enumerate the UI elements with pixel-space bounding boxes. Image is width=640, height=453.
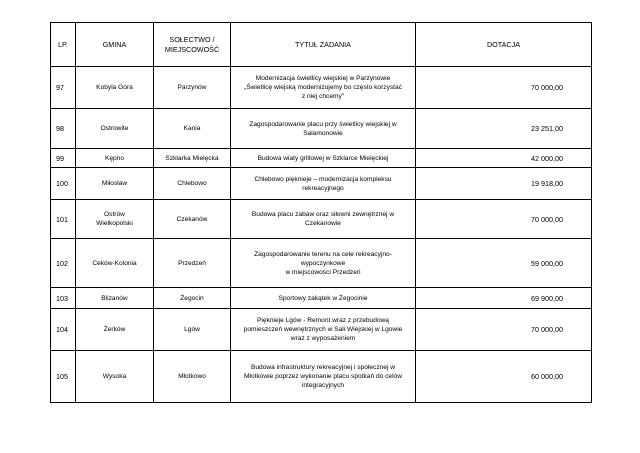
cell-solectwo: Przedzeń	[154, 239, 231, 288]
cell-tytul	[231, 200, 416, 239]
tytul-line: Modernizacja świetlicy wiejskiej w Parzynowie	[255, 75, 391, 82]
cell-solectwo: Kania	[154, 109, 231, 149]
cell-gmina: Żerków	[76, 309, 154, 351]
cell-lp: 102	[51, 239, 76, 288]
tytul-line: wypoczynkowe	[300, 259, 346, 267]
cell-solectwo: Szklarka Mielęcka	[154, 149, 231, 168]
cell-tytul	[231, 149, 416, 168]
cell-lp: 101	[51, 200, 76, 239]
table-row	[51, 309, 592, 351]
tytul-line: Czekanowie	[305, 220, 341, 227]
cell-solectwo: Parzynów	[154, 67, 231, 109]
header-gmina: GMINA	[76, 23, 154, 67]
cell-dotacja: 23 251,00	[416, 109, 592, 149]
gmina-line: Ostrów	[104, 211, 125, 218]
cell-tytul	[231, 67, 416, 109]
cell-gmina	[76, 200, 154, 239]
header-lp: LP.	[51, 23, 76, 67]
cell-dotacja: 70 000,00	[416, 309, 592, 351]
header-solectwo-line: MIEJSCOWOŚĆ	[164, 44, 220, 54]
cell-gmina: Ceków-Kolonia	[76, 239, 154, 288]
cell-solectwo: Młotkowo	[154, 351, 231, 403]
cell-dotacja: 59 000,00	[416, 239, 592, 288]
cell-lp: 103	[51, 288, 76, 309]
header-row	[51, 23, 592, 67]
cell-dotacja: 60 000,00	[416, 351, 592, 403]
cell-tytul	[231, 239, 416, 288]
cell-dotacja: 70 000,00	[416, 67, 592, 109]
tytul-line: Budowa placu zabaw oraz siłowni zewnętrznej w	[251, 211, 395, 218]
table-row	[51, 288, 592, 309]
cell-gmina: Ostrowite	[76, 109, 154, 149]
cell-tytul	[231, 309, 416, 351]
tytul-line: Pięknieje Lgów - Remont wraz z przebudową	[257, 317, 389, 324]
cell-dotacja: 69 900,00	[416, 288, 592, 309]
cell-gmina: Wysoka	[76, 351, 154, 403]
cell-lp: 99	[51, 149, 76, 168]
tytul-line: integracyjnych	[301, 382, 345, 389]
cell-solectwo: Chlebowo	[154, 168, 231, 200]
table-row	[51, 67, 592, 109]
tytul-line: Zagospodarowanie terenu na cele rekreacyjno-	[254, 250, 392, 258]
tytul-line: Zagospodarowanie placu przy świetlicy wiejskiej w	[249, 120, 397, 128]
tytul-line: Chlebowo pięknieje – modernizacja kompleksu	[254, 175, 392, 183]
header-solectwo-line: SOŁECTWO /	[169, 34, 215, 44]
table-row	[51, 149, 592, 168]
tytul-line: rekreacyjnego	[302, 184, 344, 192]
table-row	[51, 200, 592, 239]
table-row	[51, 109, 592, 149]
tytul-line: Salamonowie	[303, 129, 343, 137]
cell-solectwo: Czekanów	[154, 200, 231, 239]
cell-gmina: Kępno	[76, 149, 154, 168]
cell-dotacja: 19 918,00	[416, 168, 592, 200]
cell-tytul	[231, 109, 416, 149]
cell-lp: 97	[51, 67, 76, 109]
cell-lp: 98	[51, 109, 76, 149]
tytul-line: Sportowy zakątek w Żegocinie	[278, 294, 368, 302]
cell-dotacja: 70 000,00	[416, 200, 592, 239]
cell-lp: 104	[51, 309, 76, 351]
table-row	[51, 168, 592, 200]
table-row	[51, 239, 592, 288]
tytul-line: wraz z wyposażeniem	[290, 335, 356, 342]
tytul-line: „Świetlicę wiejską modernizujemy bo często korzystać	[244, 84, 402, 91]
cell-solectwo: Lgów	[154, 309, 231, 351]
grant-table	[50, 22, 592, 403]
tytul-line: Młotkowie poprzez wykonanie placu spotkań do celów	[244, 373, 402, 380]
tytul-line: Budowa wiaty grillowej w Szklarce Mielęckiej	[257, 154, 389, 162]
cell-dotacja: 42 000,00	[416, 149, 592, 168]
cell-lp: 105	[51, 351, 76, 403]
tytul-line: w miejscowości Przedzeń	[285, 268, 361, 276]
cell-lp: 100	[51, 168, 76, 200]
tytul-line: z niej chcemy"	[301, 93, 345, 100]
cell-solectwo: Żegocin	[154, 288, 231, 309]
cell-gmina: Blizanów	[76, 288, 154, 309]
tytul-line: pomieszczeń wewnętrznych w Sali Wiejskiej w Lgowie	[243, 326, 403, 333]
cell-gmina: Kobyla Góra	[76, 67, 154, 109]
cell-gmina: Miłosław	[76, 168, 154, 200]
header-solectwo	[154, 23, 231, 67]
header-dotacja: DOTACJA	[416, 23, 592, 67]
tytul-line: Budowa infrastruktury rekreacyjnej i społecznej w	[250, 364, 396, 371]
cell-tytul	[231, 288, 416, 309]
gmina-line: Wielkopolski	[96, 220, 133, 227]
cell-tytul	[231, 351, 416, 403]
cell-tytul	[231, 168, 416, 200]
table-row	[51, 351, 592, 403]
header-tytul: TYTUŁ ZADANIA	[231, 23, 416, 67]
